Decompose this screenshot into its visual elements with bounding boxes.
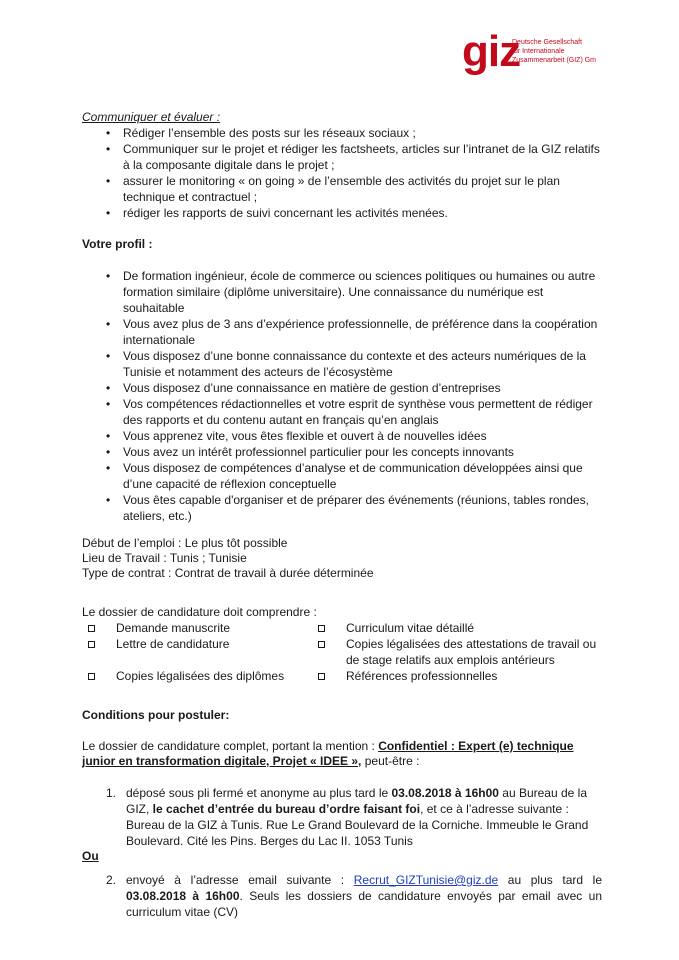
list-item: • Vous disposez de compétences d’analyse et de communication développées ainsi que d’une capacité de réflexion conceptuelle <box>82 460 602 492</box>
list-item: • Vous disposez d’une connaissance en matière de gestion d’entreprises <box>82 380 602 396</box>
list-item: • De formation ingénieur, école de commerce ou sciences politiques ou humaines ou autre formation similaire (diplôme universitaire). Une connaissance du numérique est souhaitable <box>82 268 602 316</box>
item-text: envoyé à l’adresse email suivante : <box>126 873 354 887</box>
conditions-heading: Conditions pour postuler: <box>82 708 230 722</box>
item-number: 2. <box>106 873 117 887</box>
item-text: au plus tard le <box>498 873 602 887</box>
checklist-item <box>312 636 602 668</box>
conditions-intro <box>82 739 602 769</box>
logo-line-2: für Internationale <box>512 48 565 55</box>
checkbox-icon <box>318 625 325 632</box>
logo-text <box>512 38 596 65</box>
item-emphasis: le cachet d’entrée du bureau d’ordre faisant foi <box>152 802 421 816</box>
logo-line-1: Deutsche Gesellschaft <box>512 39 583 46</box>
conditions-mention: Confidentiel : Expert (e) technique junior en transformation digitale, Projet « IDEE », <box>82 739 574 768</box>
checklist-label: Curriculum vitae détaillé <box>346 621 475 635</box>
list-item: • assurer le monitoring « on going » de l’ensemble des activités du projet sur le plan technique et contractuel ; <box>82 173 602 205</box>
email-link[interactable]: Recrut_GIZTunisie@giz.de <box>353 873 499 887</box>
type-contrat: Type de contrat : Contrat de travail à durée déterminée <box>82 566 374 580</box>
checklist-item <box>312 668 602 684</box>
list-item: • Rédiger l’ensemble des posts sur les réseaux sociaux ; <box>82 125 602 141</box>
checkbox-icon <box>88 673 95 680</box>
communiquer-heading: Communiquer et évaluer : <box>82 110 221 124</box>
giz-logo <box>462 27 674 76</box>
dossier-checklist <box>82 620 602 684</box>
checkbox-icon <box>318 641 325 648</box>
conditions-intro-text: Le dossier de candidature complet, portant la mention : <box>82 739 379 753</box>
list-item: • Communiquer sur le projet et rédiger les factsheets, articles sur l’intranet de la GIZ relatifs à la composante digitale dans le projet ; <box>82 141 602 173</box>
lieu-travail: Lieu de Travail : Tunis ; Tunisie <box>82 551 247 565</box>
list-item <box>82 785 602 849</box>
checkbox-icon <box>88 641 95 648</box>
conditions-list-1 <box>82 785 602 849</box>
profil-list <box>82 268 602 524</box>
logo-mark: giz <box>462 27 521 76</box>
item-text: au Bureau de la GIZ, <box>126 786 588 816</box>
list-item: • Vous apprenez vite, vous êtes flexible et ouvert à de nouvelles idées <box>82 428 602 444</box>
checklist-item <box>82 620 312 636</box>
document-body <box>82 110 602 920</box>
checklist-item <box>82 636 312 668</box>
checklist-label: Copies légalisées des diplômes <box>116 669 285 683</box>
list-item: • Vous avez plus de 3 ans d’expérience professionnelle, de préférence dans la coopération internationale <box>82 316 602 348</box>
checklist-label: Copies légalisées des attestations de travail ou de stage relatifs aux emplois antérieurs <box>346 637 597 667</box>
conditions-intro-end: peut-être : <box>361 754 420 768</box>
conditions-list-2 <box>82 872 602 920</box>
checklist-label: Lettre de candidature <box>116 637 230 651</box>
dossier-intro: Le dossier de candidature doit comprendre : <box>82 605 317 619</box>
deadline-date: 03.08.2018 à 16h00 <box>126 889 240 903</box>
ou-separator: Ou <box>82 849 99 863</box>
item-number: 1. <box>106 786 117 800</box>
item-text: , et ce à l’adresse suivante : Bureau de la GIZ à Tunis. Rue Le Grand Boulevard de la Corniche. Immeuble le Grand Boulevard. Cité les Pins. Berges du Lac II. 1053 Tunis <box>126 802 589 848</box>
checklist-label: Références professionnelles <box>346 669 498 683</box>
debut-emploi: Début de l’emploi : Le plus tôt possible <box>82 536 288 550</box>
deadline-date: 03.08.2018 à 16h00 <box>391 786 499 800</box>
list-item: • rédiger les rapports de suivi concernant les activités menées. <box>82 205 602 221</box>
checkbox-icon <box>88 625 95 632</box>
item-text: déposé sous pli fermé et anonyme au plus tard le <box>126 786 392 800</box>
profil-heading: Votre profil : <box>82 237 153 251</box>
checkbox-icon <box>318 673 325 680</box>
list-item: • Vous disposez d’une bonne connaissance du contexte et des acteurs numériques de la Tunisie et notamment des acteurs de l’écosystème <box>82 348 602 380</box>
checklist-label: Demande manuscrite <box>116 621 231 635</box>
list-item: • Vous avez un intérêt professionnel particulier pour les concepts innovants <box>82 444 602 460</box>
checklist-item <box>312 620 602 636</box>
list-item <box>82 872 602 920</box>
logo-line-3: Zusammenarbeit (GIZ) Gm <box>512 57 597 64</box>
list-item: • Vous êtes capable d'organiser et de préparer des événements (réunions, tables rondes, ateliers, etc.) <box>82 492 602 524</box>
list-item: • Vos compétences rédactionnelles et votre esprit de synthèse vous permettent de rédiger des rapports et du contenu autant en français qu’en anglais <box>82 396 602 428</box>
checklist-item <box>82 668 312 684</box>
item-text: . Seuls les dossiers de candidature envoyés par email avec un curriculum vitae (CV) <box>126 889 602 919</box>
communiquer-list <box>82 125 602 221</box>
